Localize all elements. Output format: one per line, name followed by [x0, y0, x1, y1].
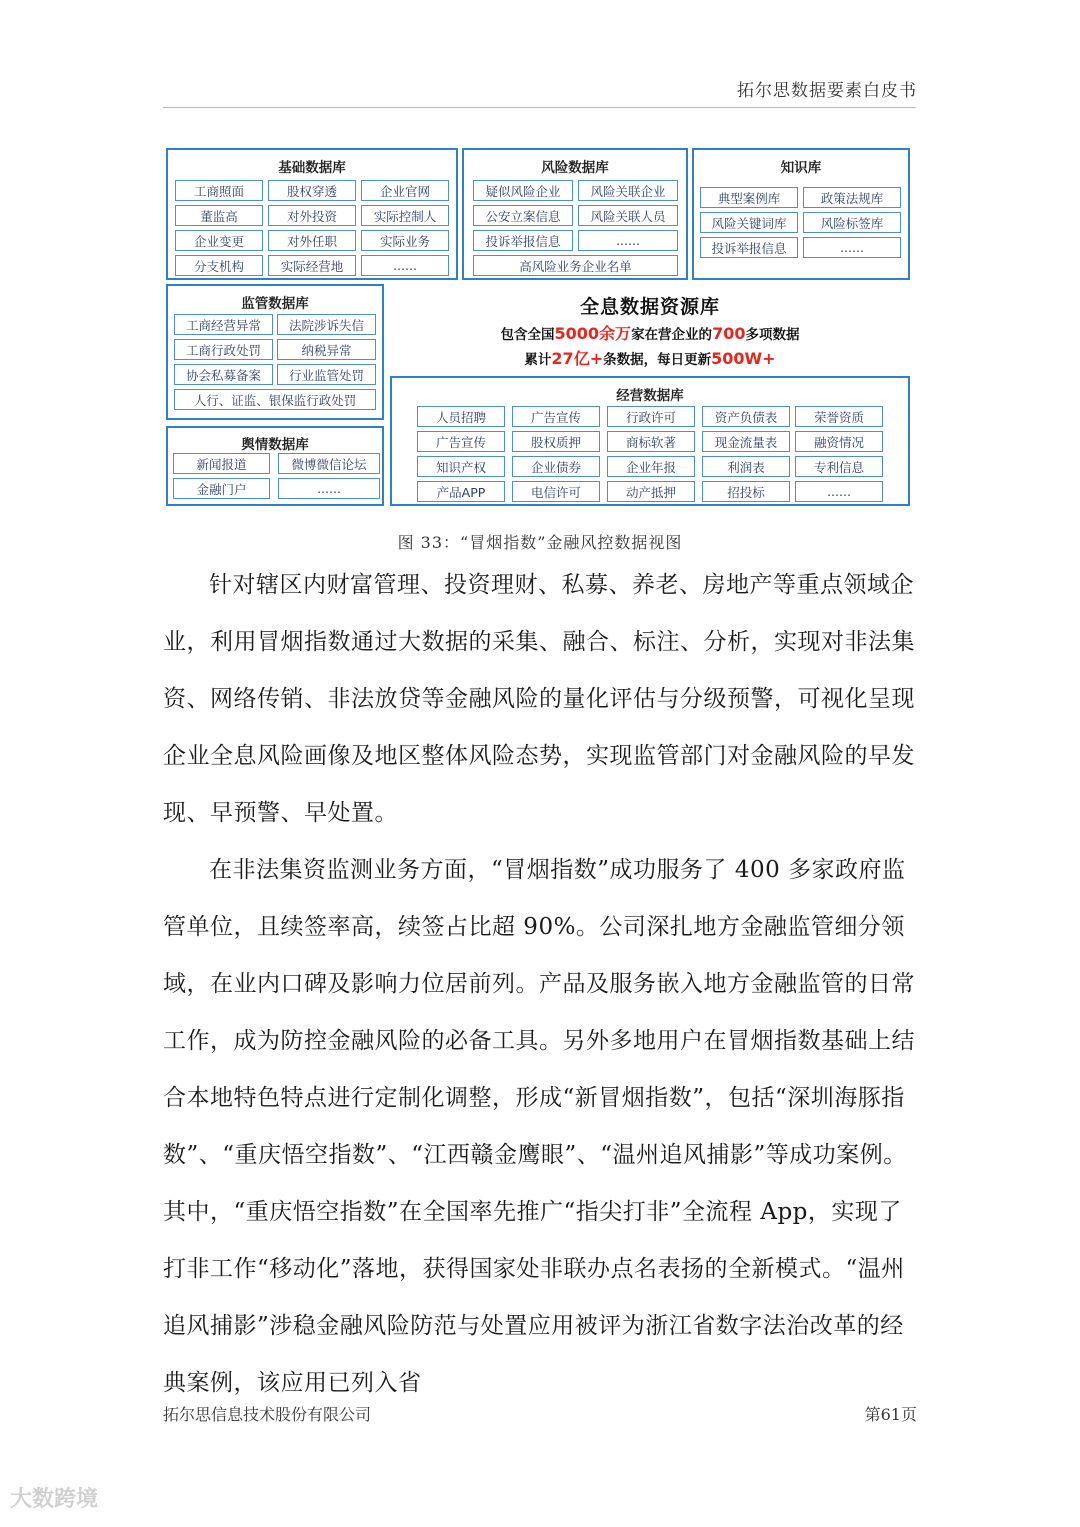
basic-cell: 实际业务: [361, 230, 449, 251]
supervision-cell: 协会私募备案: [174, 364, 273, 385]
core-line2-c: 条数据，每日更新: [603, 352, 712, 368]
basic-cell: 董监高: [175, 205, 263, 226]
business-cell: 知识产权: [417, 456, 505, 477]
basic-cell: 对外任职: [268, 230, 356, 251]
basic-cell: 分支机构: [175, 255, 263, 276]
supervision-cell: 人行、证监、银保监行政处罚: [174, 389, 376, 410]
risk-cell: 风险关联企业: [578, 180, 678, 201]
business-db-title: 经营数据库: [616, 388, 684, 404]
basic-cell: 企业变更: [175, 230, 263, 251]
paragraph-2: 在非法集资监测业务方面，“冒烟指数”成功服务了 400 多家政府监管单位，且续签率高，续签占比超 90%。公司深扎地方金融监管细分领域，在业内口碑及影响力位居前列。产品及服务嵌入地方金融监管的日常工作，成为防控金融风险的必备工具。另外多地用户在冒烟指数基础上结合本地特色特点进行定制化调整，形成“新冒烟指数”，包括“深圳海豚指数”、“重庆悟空指数”、“江西赣金鹰眼”、“温州追风捕影”等成功案例。其中，“重庆悟空指数”在全国率先推广“指尖打非”全流程 App，实现了打非工作“移动化”落地，获得国家处非联办点名表扬的全新模式。“温州追风捕影”涉稳金融风险防范与处置应用被评为浙江省数字法治改革的经典案例，该应用已列入省: [163, 857, 915, 1396]
supervision-db-title: 监管数据库: [241, 296, 309, 312]
risk-cell: 高风险业务企业名单: [473, 255, 678, 276]
business-cell: 利润表: [702, 456, 790, 477]
business-cell: 企业年报: [607, 456, 695, 477]
knowledge-cell: 典型案例库: [700, 187, 798, 208]
business-cell: 荣誉资质: [795, 406, 883, 427]
core-line2-b: 27亿+: [551, 349, 604, 368]
business-cell: 电信许可: [512, 481, 600, 502]
business-cell: 融资情况: [795, 431, 883, 452]
body-text: [163, 557, 923, 1412]
basic-cell: ......: [361, 255, 449, 276]
business-cell: 专利信息: [795, 456, 883, 477]
business-cell: 资产负债表: [702, 406, 790, 427]
basic-cell: 工商照面: [175, 180, 263, 201]
basic-cell: 企业官网: [361, 180, 449, 201]
risk-cell: 公安立案信息: [473, 205, 573, 226]
basic-cell: 对外投资: [268, 205, 356, 226]
core-title: 全息数据资源库: [579, 296, 720, 318]
opinion-cell: ......: [278, 478, 380, 499]
paragraph-1: 针对辖区内财富管理、投资理财、私募、养老、房地产等重点领域企业，利用冒烟指数通过大数据的采集、融合、标注、分析，实现对非法集资、网络传销、非法放贷等金融风险的量化评估与分级预警，可视化呈现企业全息风险画像及地区整体风险态势，实现监管部门对金融风险的早发现、早预警、早处置。: [163, 572, 915, 826]
core-line1-d: 700: [712, 324, 746, 343]
knowledge-cell: ......: [803, 237, 901, 258]
risk-cell: 风险关联人员: [578, 205, 678, 226]
supervision-cell: 行业监管处罚: [277, 364, 376, 385]
basic-db-title: 基础数据库: [278, 160, 346, 176]
risk-db-title: 风险数据库: [541, 160, 609, 176]
opinion-cell: 微博微信论坛: [278, 453, 380, 474]
opinion-cell: 新闻报道: [173, 453, 270, 474]
business-cell: 人员招聘: [417, 406, 505, 427]
basic-cell: 股权穿透: [268, 180, 356, 201]
business-cell: 商标软著: [607, 431, 695, 452]
risk-cell: ......: [578, 230, 678, 251]
core-line1-a: 包含全国: [500, 327, 555, 343]
core-line1-c: 家在营企业的: [631, 327, 713, 343]
supervision-cell: 纳税异常: [277, 339, 376, 360]
business-cell: 广告宣传: [417, 431, 505, 452]
basic-cell: 实际经营地: [268, 255, 356, 276]
core-line1-e: 多项数据: [745, 327, 800, 343]
core-line-2: [390, 346, 910, 369]
running-header: 拓尔思数据要素白皮书: [737, 81, 917, 101]
opinion-db-title: 舆情数据库: [241, 437, 309, 453]
knowledge-db-title: 知识库: [780, 160, 822, 176]
core-line1-b: 5000余万: [554, 324, 632, 343]
supervision-cell: 法院涉诉失信: [277, 314, 376, 335]
business-cell: 产品APP: [417, 481, 505, 502]
basic-cell: 实际控制人: [361, 205, 449, 226]
knowledge-cell: 投诉举报信息: [700, 237, 798, 258]
knowledge-cell: 政策法规库: [803, 187, 901, 208]
business-cell: 企业债券: [512, 456, 600, 477]
opinion-cell: 金融门户: [173, 478, 270, 499]
supervision-cell: 工商经营异常: [174, 314, 273, 335]
supervision-cell: 工商行政处罚: [174, 339, 273, 360]
core-line-1: [390, 321, 910, 344]
risk-cell: 投诉举报信息: [473, 230, 573, 251]
core-line2-a: 累计: [524, 352, 552, 368]
business-cell: 广告宣传: [512, 406, 600, 427]
knowledge-cell: 风险关键词库: [700, 212, 798, 233]
business-cell: 行政许可: [607, 406, 695, 427]
core-resource-block: [390, 292, 910, 369]
core-line2-d: 500W+: [711, 349, 776, 368]
footer-company: 拓尔思信息技术股份有限公司: [163, 1405, 372, 1424]
data-view-diagram: [0, 0, 1080, 520]
knowledge-cell: 风险标签库: [803, 212, 901, 233]
figure-caption: 图 33：“冒烟指数”金融风控数据视图: [397, 533, 683, 552]
business-cell: 现金流量表: [702, 431, 790, 452]
business-cell: 动产抵押: [607, 481, 695, 502]
business-cell: 招投标: [702, 481, 790, 502]
watermark-logo: 大数跨境: [10, 1487, 99, 1512]
risk-cell: 疑似风险企业: [473, 180, 573, 201]
business-cell: ......: [795, 481, 883, 502]
business-cell: 股权质押: [512, 431, 600, 452]
footer-page-number: 第61页: [864, 1405, 917, 1424]
